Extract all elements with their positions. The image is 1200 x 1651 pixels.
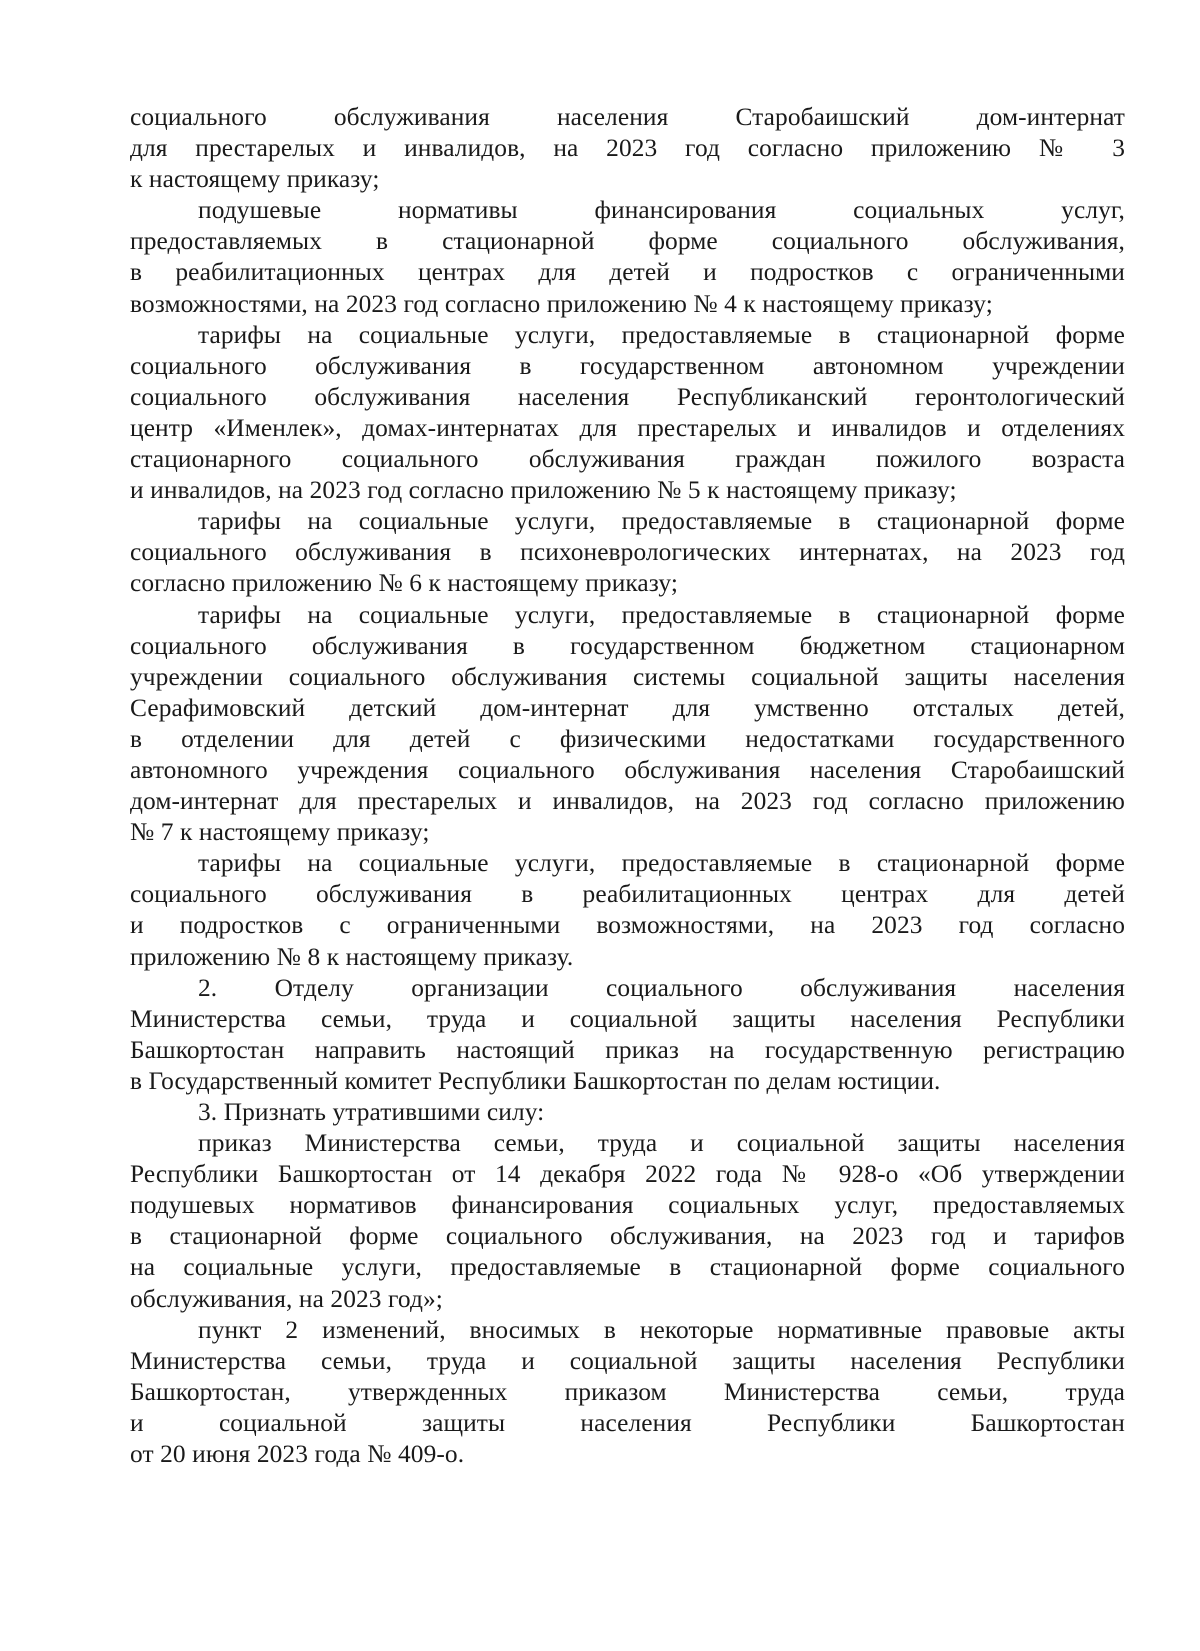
text-line: центр «Именлек», домах-интернатах для престарелых и инвалидов и отделениях [130,413,1125,442]
text-line: в стационарной форме социального обслуживания, на 2023 год и тарифов [130,1222,1125,1251]
text-line: тарифы на социальные услуги, предоставляемые в стационарной форме [198,320,1125,349]
text-line: социального обслуживания в государственном автономном учреждении [130,351,1125,380]
text-line: 3. Признать утратившими силу: [198,1098,545,1126]
text-line: согласно приложению № 6 к настоящему приказу; [130,569,679,598]
paragraph [130,506,1125,599]
text-line: для престарелых и инвалидов, на 2023 год согласно приложению № 3 [130,134,1125,163]
text-line: от 20 июня 2023 года № 409-о. [130,1440,465,1469]
text-line: тарифы на социальные услуги, предоставляемые в стационарной форме [198,849,1125,878]
text-line: тарифы на социальные услуги, предоставляемые в стационарной форме [198,600,1125,629]
text-line: подушевые нормативы финансирования социальных услуг, [198,196,1125,225]
text-line: тарифы на социальные услуги, предоставляемые в стационарной форме [198,507,1125,536]
text-line: 2. Отделу организации социального обслуживания населения [198,973,1125,1002]
paragraph [130,102,1125,195]
text-line: Министерства семьи, труда и социальной защиты населения Республики [130,1004,1125,1033]
paragraph [130,1097,1125,1128]
paragraph [130,1128,1125,1315]
text-line: дом-интернат для престарелых и инвалидов, на 2023 год согласно приложению [130,787,1125,816]
text-line: социального обслуживания в государственном бюджетном стационарном [130,631,1125,660]
text-line: в отделении для детей с физическими недостатками государственного [130,724,1125,753]
text-line: автономного учреждения социального обслуживания населения Старобаишский [130,755,1125,784]
paragraph [130,320,1125,507]
paragraph [130,1315,1125,1470]
document-body [130,102,1125,1470]
text-line: стационарного социального обслуживания граждан пожилого возраста [130,445,1125,474]
text-line: и инвалидов, на 2023 год согласно приложению № 5 к настоящему приказу; [130,476,957,505]
text-line: Башкортостан направить настоящий приказ на государственную регистрацию [130,1035,1125,1064]
text-line: в реабилитационных центрах для детей и подростков с ограниченными [130,258,1125,287]
text-line: Министерства семьи, труда и социальной защиты населения Республики [130,1346,1125,1375]
text-line: Серафимовский детский дом-интернат для умственно отсталых детей, [130,693,1125,722]
text-line: социального обслуживания населения Республиканский геронтологический [130,382,1125,411]
text-line: № 7 к настоящему приказу; [130,818,430,847]
text-line: социального обслуживания в реабилитационных центрах для детей [130,880,1125,909]
text-line: Республики Башкортостан от 14 декабря 2022 года № 928-о «Об утверждении [130,1160,1125,1189]
text-line: социального обслуживания населения Старобаишский дом-интернат [130,103,1125,131]
text-line: на социальные услуги, предоставляемые в стационарной форме социального [130,1253,1125,1282]
text-line: возможностями, на 2023 год согласно приложению № 4 к настоящему приказу; [130,289,993,318]
text-line: к настоящему приказу; [130,165,380,194]
text-line: и подростков с ограниченными возможностями, на 2023 год согласно [130,911,1125,940]
text-line: обслуживания, на 2023 год»; [130,1284,443,1313]
text-line: учреждении социального обслуживания системы социальной защиты населения [130,662,1125,691]
text-line: в Государственный комитет Республики Башкортостан по делам юстиции. [130,1066,941,1095]
text-line: предоставляемых в стационарной форме социального обслуживания, [130,227,1125,256]
paragraph [130,973,1125,1097]
paragraph [130,195,1125,319]
text-line: пункт 2 изменений, вносимых в некоторые нормативные правовые акты [198,1315,1125,1344]
text-line: социального обслуживания в психоневрологических интернатах, на 2023 год [130,538,1125,567]
text-line: подушевых нормативов финансирования социальных услуг, предоставляемых [130,1191,1125,1220]
text-line: приложению № 8 к настоящему приказу. [130,942,574,971]
paragraph [130,848,1125,972]
text-line: и социальной защиты населения Республики Башкортостан [130,1408,1125,1437]
text-line: приказ Министерства семьи, труда и социальной защиты населения [198,1129,1125,1158]
paragraph [130,600,1125,849]
text-line: Башкортостан, утвержденных приказом Министерства семьи, труда [130,1377,1125,1406]
